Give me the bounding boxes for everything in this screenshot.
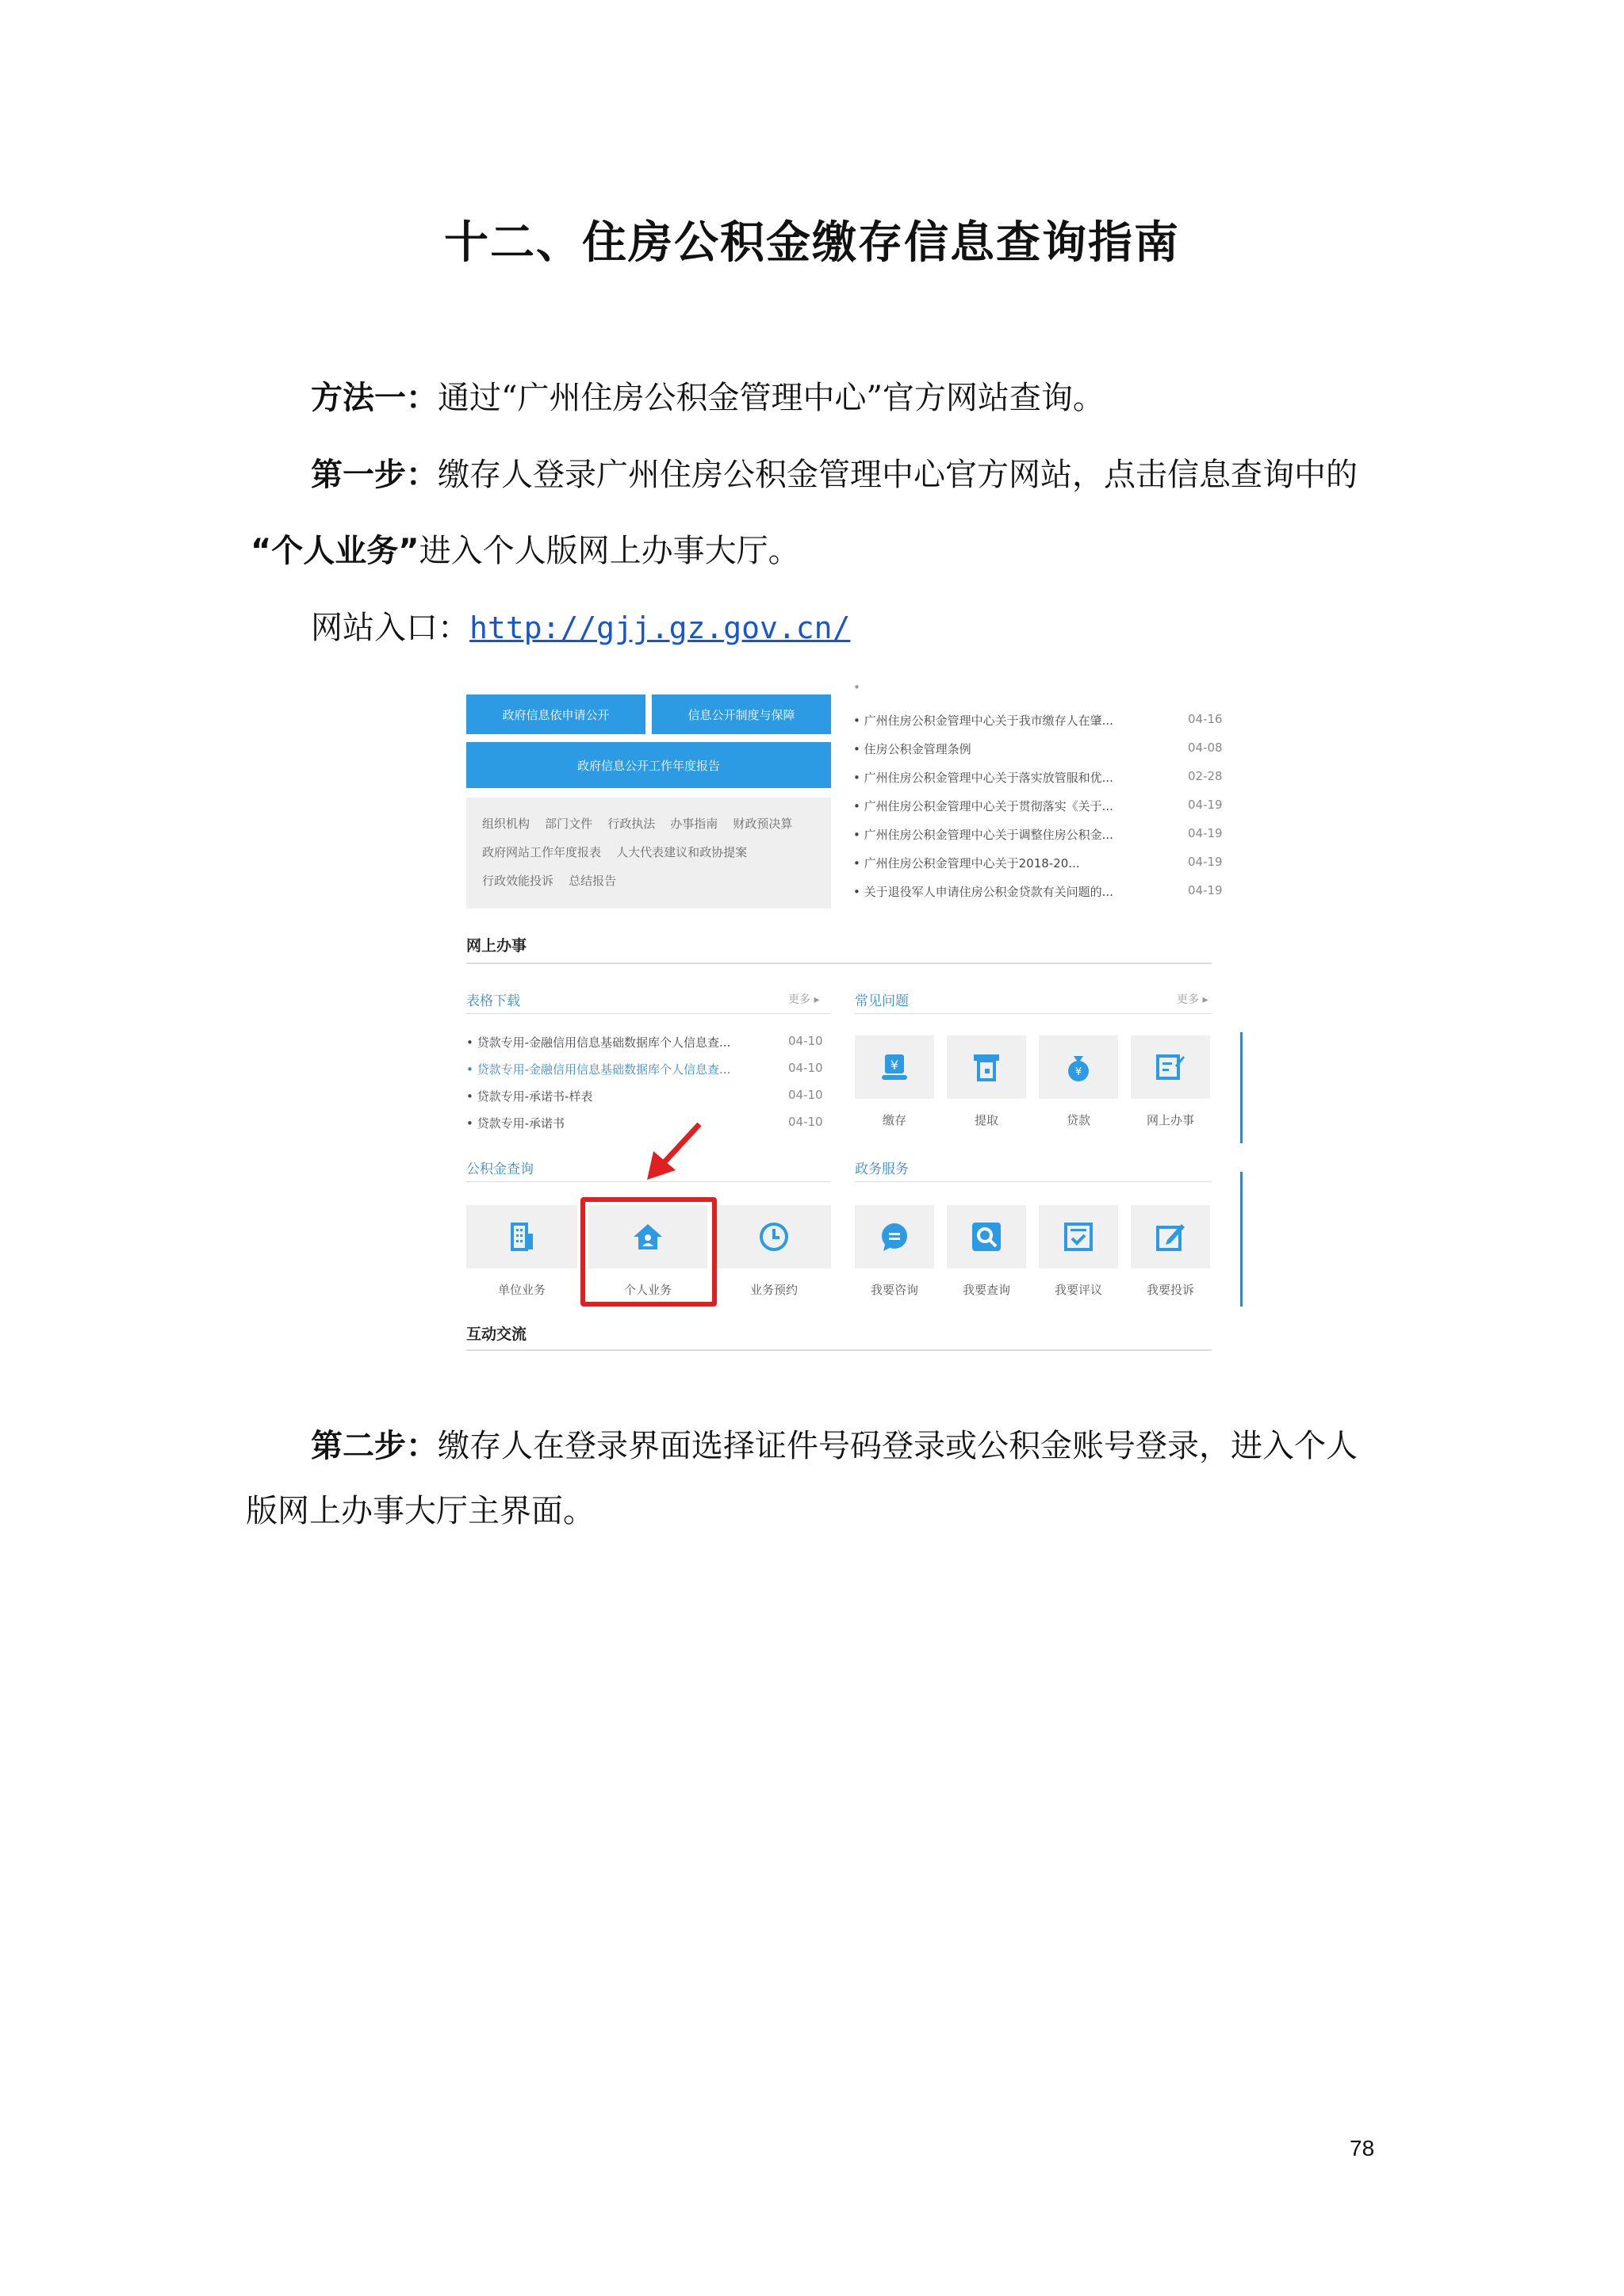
news-list <box>853 680 1226 921</box>
news-item[interactable]: • 广州住房公积金管理中心关于2018-20... <box>853 856 1080 871</box>
form-item[interactable]: • 贷款专用-金融信用信息基础数据库个人信息查... <box>466 1035 731 1050</box>
news-item[interactable]: • 住房公积金管理条例 <box>853 742 971 756</box>
news-item[interactable]: • 关于退役军人申请住房公积金贷款有关问题的... <box>853 885 1113 899</box>
consult-tile[interactable] <box>855 1205 934 1269</box>
edit-doc-icon <box>1155 1051 1186 1083</box>
appointment-tile[interactable] <box>717 1205 831 1269</box>
page-number: 78 <box>1350 2136 1375 2160</box>
faq-heading[interactable]: 常见问题 <box>855 993 909 1009</box>
news-date: 04-19 <box>1188 798 1223 812</box>
svg-text:¥: ¥ <box>1074 1066 1082 1078</box>
news-item[interactable]: • 广州住房公积金管理中心关于我市缴存人在肇... <box>853 714 1113 728</box>
news-date: 04-19 <box>1188 883 1223 897</box>
forms-download-heading[interactable]: 表格下载 <box>466 993 520 1009</box>
link-annual-table[interactable]: 政府网站工作年度报表 <box>482 845 602 859</box>
unit-business-label: 单位业务 <box>497 1283 546 1297</box>
news-item[interactable]: • 广州住房公积金管理中心关于贯彻落实《关于... <box>853 799 1113 813</box>
edit-icon <box>1155 1221 1186 1253</box>
form-item[interactable]: • 贷款专用-承诺书-样表 <box>466 1089 593 1104</box>
unit-business-tile[interactable] <box>466 1205 577 1269</box>
money-bag-icon <box>1063 1051 1094 1083</box>
news-date: 02-28 <box>1188 769 1223 783</box>
step2-text: 缴存人在登录界面选择证件号码登录或公积金账号登录，进入个人 <box>438 1428 1358 1464</box>
complaint-tile[interactable] <box>1131 1205 1210 1269</box>
link-complaint[interactable]: 行政效能投诉 <box>482 874 554 888</box>
form-date: 04-10 <box>788 1088 823 1102</box>
online-affairs-tile[interactable] <box>1131 1035 1210 1099</box>
loan-label: 贷款 <box>1066 1113 1090 1127</box>
building-icon <box>506 1221 538 1253</box>
link-enforcement[interactable]: 行政执法 <box>607 817 656 831</box>
online-services-heading: 网上办事 <box>466 937 527 955</box>
news-item[interactable]: • 广州住房公积金管理中心关于落实放管服和优... <box>853 771 1113 785</box>
divider <box>466 1013 831 1014</box>
forms-more-link[interactable]: 更多 ▸ <box>788 993 820 1006</box>
form-item[interactable]: • 贷款专用-金融信用信息基础数据库个人信息查... <box>466 1062 731 1077</box>
site-label: 网站入口： <box>311 610 469 646</box>
gov-service-heading: 政务服务 <box>855 1161 909 1177</box>
news-date: 04-16 <box>1188 712 1223 726</box>
svg-text:¥: ¥ <box>890 1058 899 1073</box>
atm-icon <box>971 1051 1002 1083</box>
website-screenshot <box>465 680 1245 1357</box>
link-guide[interactable]: 办事指南 <box>670 817 718 831</box>
info-links-box <box>466 798 831 909</box>
chat-icon <box>879 1221 910 1253</box>
link-row-1 <box>482 815 792 832</box>
step2-paragraph-line2 <box>246 1492 595 1530</box>
annual-report-button[interactable]: 政府信息公开工作年度报告 <box>466 742 831 788</box>
personal-business-label: 个人业务 <box>623 1283 672 1297</box>
search-icon <box>971 1221 1002 1253</box>
apply-public-button[interactable]: 政府信息依申请公开 <box>466 695 645 734</box>
link-summary[interactable]: 总结报告 <box>569 874 617 888</box>
site-entry <box>311 609 850 647</box>
clock-icon <box>758 1221 790 1253</box>
deposit-label: 缴存 <box>882 1113 906 1127</box>
query-label: 我要查询 <box>962 1283 1010 1297</box>
site-link[interactable]: http://gjj.gz.gov.cn/ <box>469 610 851 645</box>
faq-more-link[interactable]: 更多 ▸ <box>1177 993 1208 1006</box>
fund-query-heading: 公积金查询 <box>466 1161 534 1177</box>
link-budget[interactable]: 财政预决算 <box>733 817 793 831</box>
divider <box>855 1013 1212 1014</box>
form-date: 04-10 <box>788 1061 823 1075</box>
method1-label: 方法一： <box>311 380 438 416</box>
highlight-box <box>580 1197 717 1307</box>
step1-quote: “个人业务” <box>251 533 419 569</box>
link-proposals[interactable]: 人大代表建议和政协提案 <box>616 845 748 859</box>
review-tile[interactable] <box>1039 1205 1118 1269</box>
system-guarantee-button[interactable]: 信息公开制度与保障 <box>652 695 831 734</box>
form-date: 04-10 <box>788 1034 823 1048</box>
step1-text: 缴存人登录广州住房公积金管理中心官方网站，点击信息查询中的 <box>438 457 1358 493</box>
link-row-2 <box>482 844 747 860</box>
interaction-heading: 互动交流 <box>466 1326 527 1343</box>
method1-paragraph <box>311 379 1105 417</box>
online-affairs-label: 网上办事 <box>1146 1113 1194 1127</box>
red-arrow-icon <box>644 1119 707 1183</box>
divider <box>466 962 1212 964</box>
step1-label: 第一步： <box>311 457 438 493</box>
step2-text2: 版网上办事大厅主界面。 <box>246 1493 595 1529</box>
scrollbar[interactable] <box>1240 1172 1243 1307</box>
link-row-3 <box>482 872 616 889</box>
loan-tile[interactable] <box>1039 1035 1118 1099</box>
form-item[interactable]: • 贷款专用-承诺书 <box>466 1116 565 1131</box>
news-item[interactable]: • 广州住房公积金管理中心关于调整住房公积金... <box>853 828 1113 842</box>
complaint-label: 我要投诉 <box>1146 1283 1194 1297</box>
yen-hand-icon <box>879 1051 910 1083</box>
link-dept-docs[interactable]: 部门文件 <box>545 817 593 831</box>
method1-text: 通过“广州住房公积金管理中心”官方网站查询。 <box>438 380 1105 416</box>
step1-text2: 进入个人版网上办事大厅。 <box>419 533 800 569</box>
step2-paragraph <box>311 1427 1358 1465</box>
check-doc-icon <box>1063 1221 1094 1253</box>
link-org[interactable]: 组织机构 <box>482 817 530 831</box>
step1-paragraph-line2 <box>251 532 800 570</box>
page-title: 十二、住房公积金缴存信息查询指南 <box>444 217 1180 269</box>
withdraw-tile[interactable] <box>947 1035 1026 1099</box>
news-date: 04-08 <box>1188 740 1223 755</box>
form-date: 04-10 <box>788 1115 823 1129</box>
news-date: 04-19 <box>1188 855 1223 869</box>
news-date: 04-19 <box>1188 826 1223 840</box>
scrollbar[interactable] <box>1240 1032 1243 1143</box>
withdraw-label: 提取 <box>974 1113 998 1127</box>
news-item-cut: • <box>853 680 860 695</box>
divider <box>855 1181 1212 1182</box>
query-tile[interactable] <box>947 1205 1026 1269</box>
divider <box>466 1349 1212 1351</box>
step2-label: 第二步： <box>311 1428 438 1464</box>
appointment-label: 业务预约 <box>749 1283 798 1297</box>
step1-paragraph <box>311 456 1358 494</box>
consult-label: 我要咨询 <box>870 1283 918 1297</box>
review-label: 我要评议 <box>1054 1283 1102 1297</box>
deposit-tile[interactable] <box>855 1035 934 1099</box>
